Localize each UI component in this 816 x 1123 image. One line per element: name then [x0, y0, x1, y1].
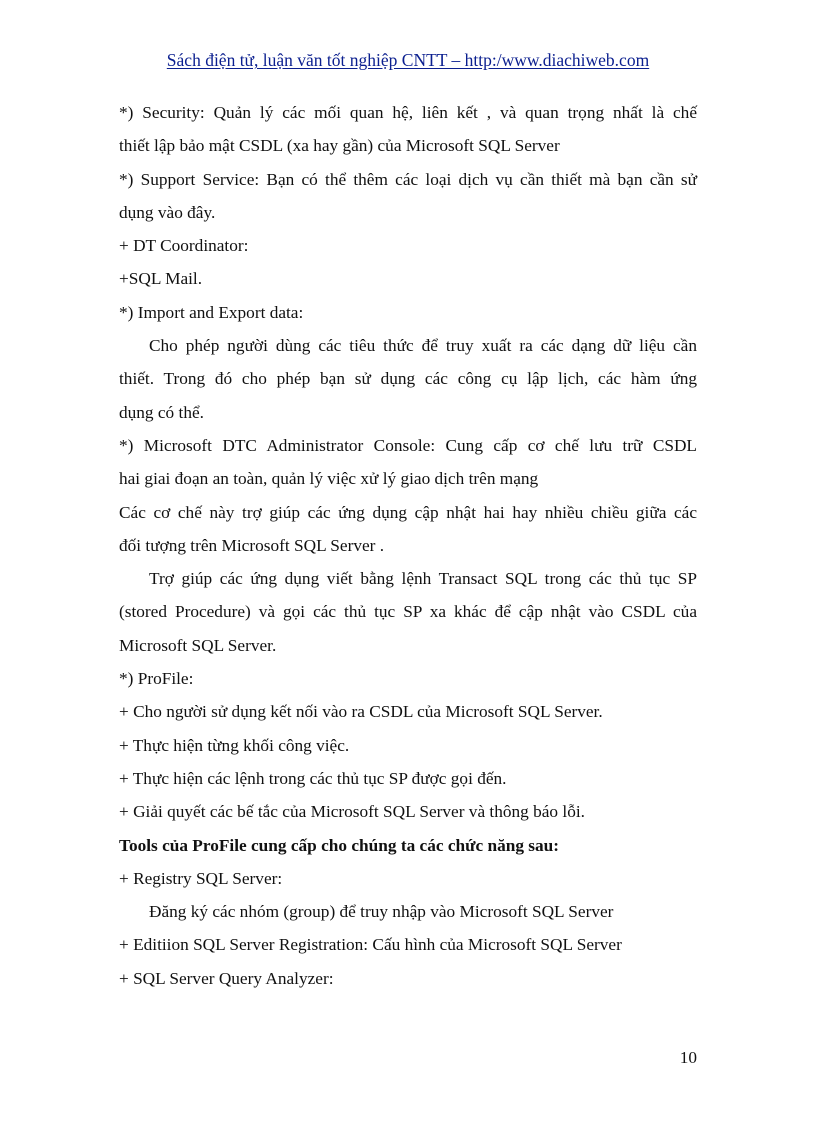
text-line: + Editiion SQL Server Registration: Cấu hình của Microsoft SQL Server: [119, 935, 622, 955]
text-line: + Thực hiện từng khối công việc.: [119, 735, 350, 755]
text-line: + Cho người sử dụng kết nối vào ra CSDL của Microsoft SQL Server.: [119, 702, 603, 722]
text-line: Cho phép người dùng các tiêu thức để truy xuất ra các dạng dữ liệu cần: [149, 336, 697, 356]
text-line: dụng vào đây.: [119, 202, 216, 222]
text-line: *) Support Service: Bạn có thể thêm các loại dịch vụ cần thiết mà bạn cần sử: [119, 169, 697, 189]
page-number: 10: [679, 1048, 697, 1067]
text-line: *) ProFile:: [119, 669, 194, 689]
text-line: Microsoft SQL Server.: [119, 635, 277, 655]
text-line: dụng có thể.: [119, 402, 204, 422]
text-line: + Giải quyết các bế tắc của Microsoft SQL Server và thông báo lỗi.: [119, 802, 585, 822]
text-line: đối tượng trên Microsoft SQL Server .: [119, 535, 385, 555]
text-line: + DT Coordinator:: [119, 236, 249, 256]
document-body: [119, 96, 697, 995]
text-line: thiết lập bảo mật CSDL (xa hay gần) của Microsoft SQL Server: [119, 136, 560, 156]
text-line: (stored Procedure) và gọi các thủ tục SP xa khác để cập nhật vào CSDL của: [119, 602, 697, 622]
text-line: *) Microsoft DTC Administrator Console: Cung cấp cơ chế lưu trữ CSDL: [119, 435, 697, 455]
text-line: + Registry SQL Server:: [119, 868, 283, 888]
header-link-text[interactable]: Sách điện tử, luận văn tốt nghiệp CNTT – http:/www.diachiweb.com: [166, 50, 650, 70]
text-line: + SQL Server Query Analyzer:: [119, 968, 334, 988]
text-line: *) Security: Quản lý các mối quan hệ, liên kết , và quan trọng nhất là chế: [119, 103, 697, 122]
text-line: + Thực hiện các lệnh trong các thủ tục SP được gọi đến.: [119, 768, 507, 788]
text-line: hai giai đoạn an toàn, quản lý việc xử lý giao dịch trên mạng: [119, 469, 539, 489]
text-line: Các cơ chế này trợ giúp các ứng dụng cập nhật hai hay nhiều chiều giữa các: [119, 502, 697, 522]
page-header: [0, 50, 816, 71]
text-line: *) Import and Export data:: [119, 302, 304, 322]
text-line: +SQL Mail.: [119, 269, 203, 289]
section-heading: Tools của ProFile cung cấp cho chúng ta các chức năng sau:: [119, 835, 560, 855]
text-line: Trợ giúp các ứng dụng viết bằng lệnh Transact SQL trong các thủ tục SP: [149, 569, 697, 589]
text-line: thiết. Trong đó cho phép bạn sử dụng các công cụ lập lịch, các hàm ứng: [119, 369, 697, 389]
text-line: Đăng ký các nhóm (group) để truy nhập vào Microsoft SQL Server: [149, 902, 614, 922]
